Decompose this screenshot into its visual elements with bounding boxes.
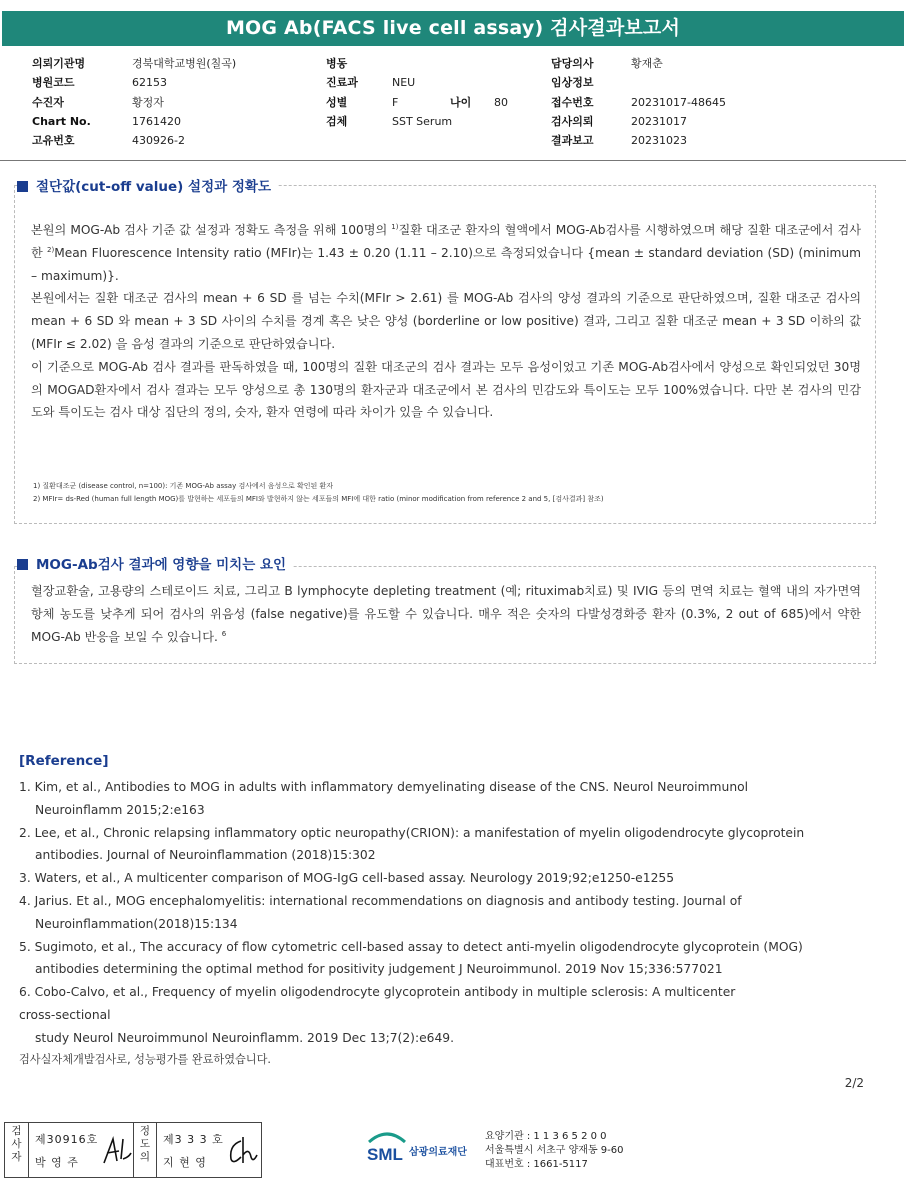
reference-line: 2. Lee, et al., Chronic relapsing inflammatory optic neuropathy(CRION): a manifestation of myelin oligodendrocyte glycoprotein xyxy=(19,825,805,840)
signature-box xyxy=(4,1122,262,1178)
reference-item xyxy=(19,890,869,936)
section2-heading-text: MOG-Ab검사 결과에 영향을 미치는 요인 xyxy=(36,557,287,573)
footnote-2: 2) MFIr= ds-Red (human full length MOG)를 발현하는 세포들의 MFI와 발현하지 않는 세포들의 MFI에 대한 ratio (minor modification from reference 2 and 5, [검사결과] 참조) xyxy=(33,495,604,503)
info-value: F xyxy=(392,95,399,109)
tester-label xyxy=(5,1123,29,1177)
section2-body xyxy=(31,580,861,648)
section1-heading-text: 절단값(cut-off value) 설정과 정확도 xyxy=(36,179,271,195)
info-value: SST Serum xyxy=(392,114,453,128)
info-value: 62153 xyxy=(132,76,167,90)
lab-address: 서울특별시 서초구 양재동 9-60 xyxy=(485,1145,624,1156)
reference-line: 5. Sugimoto, et al., The accuracy of flow cytometric cell-based assay to detect anti-myelin oligodendrocyte glycoprotein (MOG) xyxy=(19,939,803,954)
label-char: 의 xyxy=(139,1151,151,1163)
label-char: 자 xyxy=(11,1151,22,1163)
lab-info xyxy=(485,1130,624,1172)
reference-item xyxy=(19,981,869,1049)
info-divider xyxy=(0,160,906,161)
reference-line: Neuroinflammation(2018)15:134 xyxy=(35,916,238,931)
info-label: 결과보고 xyxy=(551,134,594,148)
reference-line: cross-sectional xyxy=(19,1007,111,1022)
info-value: NEU xyxy=(392,76,416,90)
reference-heading: [Reference] xyxy=(19,753,109,769)
info-label: 의뢰기관명 xyxy=(32,57,86,70)
report-title: MOG Ab(FACS live cell assay) 검사결과보고서 xyxy=(2,11,904,46)
info-label: 검체 xyxy=(326,114,348,128)
tester-id: 제30916호 xyxy=(35,1133,99,1146)
info-value: 20231023 xyxy=(631,134,687,148)
patient-info-col3 xyxy=(551,54,726,150)
label-char: 정 xyxy=(139,1125,151,1137)
text-run: 혈장교환술, 고용량의 스테로이드 치료, 그리고 B lymphocyte depleting treatment (예; rituximab치료) 및 IVIG 등의 면역 치료는 혈액 내의 자가면역 항체 농도를 낮추게 되어 검사의 위음성 (false negative)를 유도할 수 있습니다. 매우 적은 숫자의 다발성경화증 환자 (0.3%, 2 out of 685)에서 약한 MOG-Ab 반응을 보일 수 있습니다. xyxy=(31,584,861,644)
info-label: 성별 xyxy=(326,95,348,109)
age-value: 80 xyxy=(494,95,508,109)
section1-paragraph-2: 본원에서는 질환 대조군 검사의 mean + 6 SD 를 넘는 수치(MFIr > 2.61) 를 MOG-Ab 검사의 양성 결과의 기준으로 판단하였으며, 질환 대조군 검사의 mean + 6 SD 와 mean + 3 SD 사이의 수치를 경계 혹은 낮은 양성 (borderline or low positive) 결과, 그리고 질환 대조군 mean + 3 SD 이하의 값 (MFIr ≤ 2.02) 을 음성 결과의 기준으로 판단하였습니다. xyxy=(31,291,861,351)
label-char: 검 xyxy=(11,1125,22,1137)
footnote-mark: 6 xyxy=(221,629,227,638)
info-value: 황재춘 xyxy=(631,57,663,70)
info-label: 접수번호 xyxy=(551,95,594,109)
footnote-1: 1) 질환대조군 (disease control, n=100): 기존 MOG-Ab assay 검사에서 음성으로 확인된 환자 xyxy=(33,482,334,490)
reference-item xyxy=(19,822,869,868)
info-label: 진료과 xyxy=(326,76,358,90)
sml-logo-icon xyxy=(365,1128,409,1164)
info-label: 임상정보 xyxy=(551,76,594,90)
info-label: 병원코드 xyxy=(32,76,75,90)
closing-note: 검사실자체개발검사로, 성능평가를 완료하였습니다. xyxy=(19,1053,271,1066)
tester-signature-icon xyxy=(101,1133,133,1169)
reference-item xyxy=(19,776,869,822)
reference-line: 3. Waters, et al., A multicenter comparison of MOG-IgG cell-based assay. Neurology 2019;92;e1250-e1255 xyxy=(19,871,675,886)
patient-info-col2 xyxy=(326,54,508,131)
approver-signature-icon xyxy=(225,1133,259,1169)
info-label: 수진자 xyxy=(32,95,64,109)
section1-heading xyxy=(17,175,277,195)
patient-info-col1 xyxy=(32,54,236,150)
info-label: 검사의뢰 xyxy=(551,114,594,128)
reference-line: 6. Cobo-Calvo, et al., Frequency of myelin oligodendrocyte glycoprotein antibody in multiple sclerosis: A multicenter xyxy=(19,985,736,1000)
info-value: 20231017 xyxy=(631,114,687,128)
reference-list xyxy=(19,776,869,1050)
text-run: 질환 대조군 환자의 혈액에서 MOG-Ab검사를 시행하였으며 해당 질환 대조군에서 검사한 xyxy=(31,223,861,260)
label-char: 사 xyxy=(11,1138,22,1150)
section1-body xyxy=(31,219,861,424)
bullet-square-icon xyxy=(17,181,28,192)
reference-line: antibodies. Journal of Neuroinflammation (2018)15:302 xyxy=(35,848,376,863)
info-label: 담당의사 xyxy=(551,57,594,70)
section1-paragraph-1 xyxy=(31,219,861,287)
info-value: 황정자 xyxy=(132,95,164,109)
info-value: 430926-2 xyxy=(132,134,185,148)
page-number: 2/2 xyxy=(844,1076,864,1090)
section2-paragraph xyxy=(31,580,861,648)
reference-line: 4. Jarius. Et al., MOG encephalomyelitis: international recommendations on diagnosis and antibody testing. Journal of xyxy=(19,893,742,908)
info-value: 1761420 xyxy=(132,114,181,128)
lab-name: 삼광의료재단 xyxy=(409,1147,467,1158)
footnote-mark: 2) xyxy=(47,245,55,254)
approver-label xyxy=(133,1123,157,1177)
info-value: 경북대학교병원(칠곡) xyxy=(132,57,237,70)
reference-item xyxy=(19,936,869,982)
reference-line: 1. Kim, et al., Antibodies to MOG in adults with inflammatory demyelinating disease of the CNS. Neurol Neuroimmunol xyxy=(19,780,749,794)
info-label: Chart No. xyxy=(32,114,91,128)
lab-care-code: 요양기관 : 1 1 3 6 5 2 0 0 xyxy=(485,1131,607,1142)
reference-line: Neuroinflamm 2015;2:e163 xyxy=(35,802,205,817)
reference-line: study Neurol Neuroimmunol Neuroinflamm. 2019 Dec 13;7(2):e649. xyxy=(35,1030,455,1045)
tester-name: 박 영 주 xyxy=(35,1156,79,1169)
section2-heading xyxy=(17,553,292,573)
bullet-square-icon xyxy=(17,559,28,570)
lab-phone: 대표번호 : 1661-5117 xyxy=(485,1159,588,1170)
info-value: 20231017-48645 xyxy=(631,95,726,109)
info-label: 고유번호 xyxy=(32,134,75,148)
label-char: 도 xyxy=(139,1138,151,1150)
info-label: 병동 xyxy=(326,57,348,70)
text-run: Mean Fluorescence Intensity ratio (MFIr)는 1.43 ± 0.20 (1.11 – 2.10)으로 측정되었습니다 {mean ± standard deviation (SD) (minimum – maximum)}. xyxy=(31,245,861,283)
footnote-mark: 1) xyxy=(391,223,399,231)
approver-name: 지 현 영 xyxy=(163,1156,207,1169)
reference-line: antibodies determining the optimal method for positivity judgement J Neuroimmunol. 2019 Nov 15;336:577021 xyxy=(35,962,723,977)
text-run: 본원의 MOG-Ab 검사 기준 값 설정과 정확도 측정을 위해 100명의 xyxy=(31,223,392,237)
reference-item xyxy=(19,867,869,890)
logo-mark: SML xyxy=(367,1145,403,1164)
approver-id: 제3 3 3 호 xyxy=(163,1133,224,1146)
age-label: 나이 xyxy=(450,95,472,109)
section1-paragraph-3: 이 기준으로 MOG-Ab 검사 결과를 판독하였을 때, 100명의 질환 대조군의 검사 결과는 모두 음성이었고 기존 MOG-Ab검사에서 양성으로 확인되었던 30명의 MOGAD환자에서 검사 결과는 모두 양성으로 총 130명의 환자군과 대조군에서 본 검사의 민감도와 특이도는 모두 100%였습니다. 다만 본 검사의 민감도와 특이도는 검사 대상 집단의 정의, 숫자, 환자 연령에 따라 차이가 있을 수 있습니다. xyxy=(31,359,861,420)
